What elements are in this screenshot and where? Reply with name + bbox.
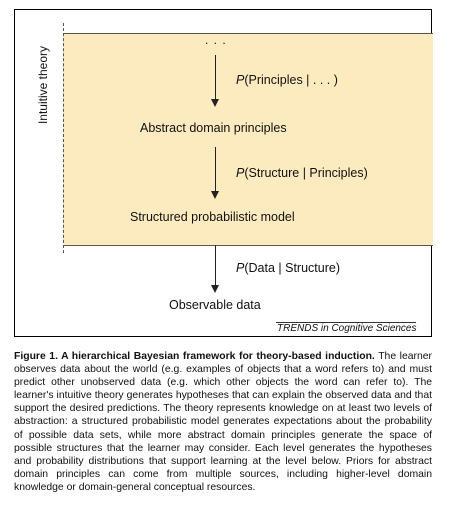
source-credit: TRENDS in Cognitive Sciences [277,323,417,334]
caption-title: Figure 1. A hierarchical Bayesian framework for theory-based induction. [14,351,375,362]
structured-probabilistic-model-node: Structured probabilistic model [130,210,295,224]
arrow-to-principles [211,55,219,107]
figure-frame [14,9,432,337]
top-ellipsis: . . . [205,33,227,47]
arrow-to-structure [211,147,219,199]
prob-principles-label: P(Principles | . . . ) [236,73,338,87]
caption-body: The learner observes data about the world (e.g. examples of objects that a word refers to) and must predict other unobserved data (e.g. which other objects the word can refer to). The learner's intuitive theory generates hypotheses that can explain the observed data and that support the desired predictions. The theory represents knowledge on at least two levels of abstraction: a structured probabilistic model generates expectations about the probability of possible data sets, while more abstract domain principles generate the space of possible structures that the learner may consider. Each level generates the hypotheses and probability distributions that support learning at the level below. Priors for abstract domain principles can come from multiple sources, including higher-level domain knowledge or domain-general conceptual resources. [14,351,433,493]
figure-caption [14,350,432,494]
theory-dashed-boundary [63,23,64,253]
prob-structure-label: P(Structure | Principles) [236,166,368,180]
abstract-domain-principles-node: Abstract domain principles [140,121,287,135]
prob-data-label: P(Data | Structure) [236,261,340,275]
arrow-to-data [211,245,219,293]
intuitive-theory-label: Intuitive theory [36,45,50,125]
observable-data-node: Observable data [169,298,261,312]
